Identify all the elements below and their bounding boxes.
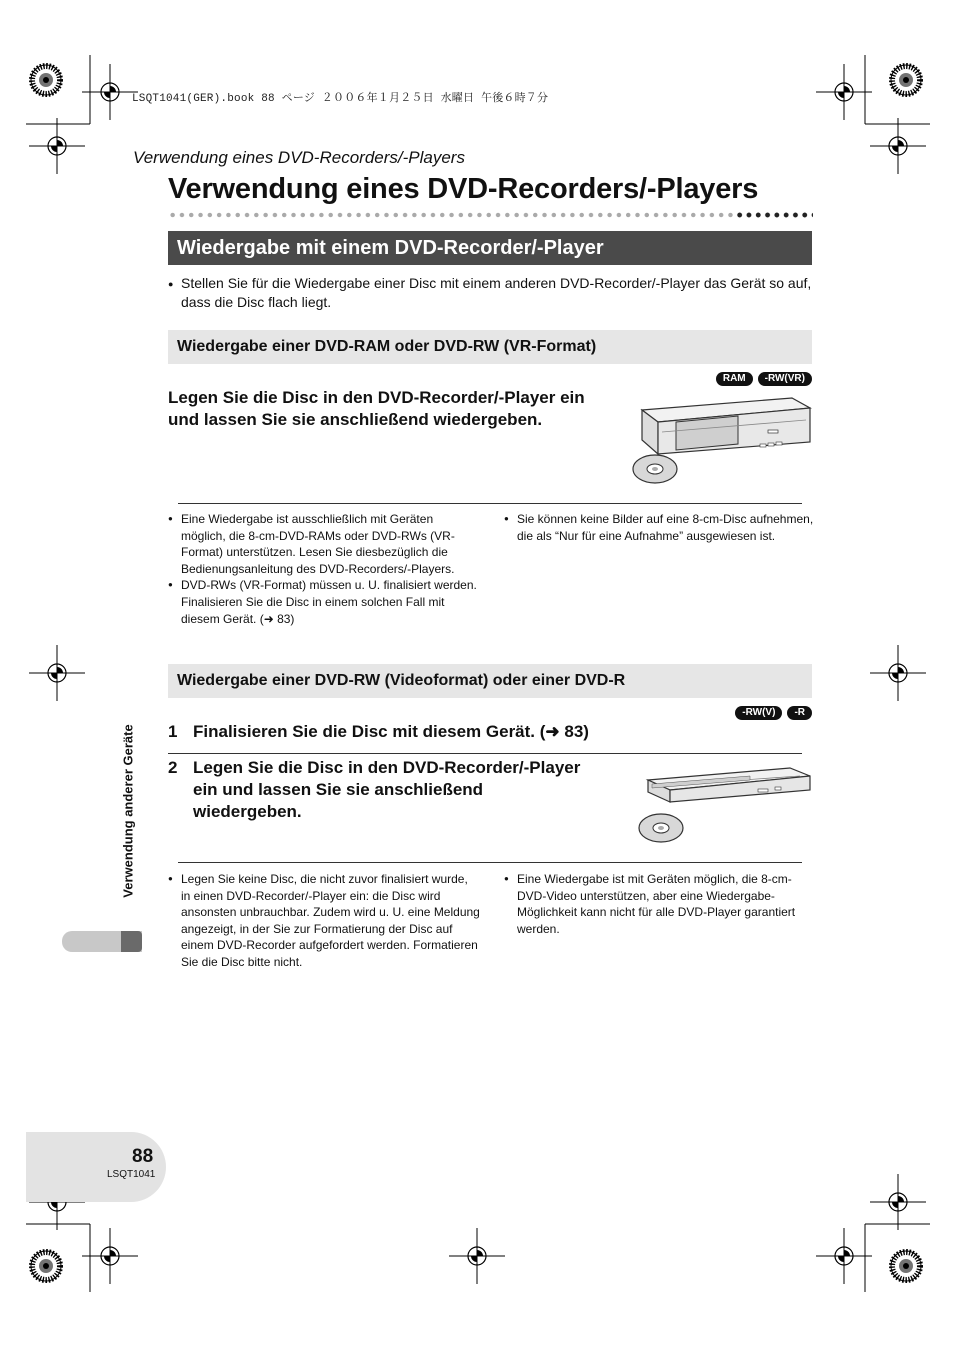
badge-rw-vr: -RW(VR) — [758, 372, 812, 386]
dvd-recorder-illustration — [630, 392, 815, 487]
instruction-line: Legen Sie die Disc in den DVD-Recorder/-Player ein — [168, 388, 585, 407]
notes-left-video — [168, 871, 480, 971]
chapter-tab-marker — [121, 931, 142, 952]
note-item: ● Sie können keine Bilder auf eine 8-cm-Disc aufnehmen, die als “Nur für eine Aufnahme” ausgewiesen ist. — [504, 511, 814, 544]
instruction-vr — [168, 387, 628, 431]
note-item: ● Eine Wiedergabe ist mit Geräten möglich, die 8-cm-DVD-Video unterstützen, aber eine Wiedergabe-Möglichkeit kann nicht für alle DVD-Player garantiert werden. — [504, 871, 814, 937]
dotted-divider-accent — [735, 211, 813, 219]
disc-type-badges-vr — [716, 372, 812, 386]
intro-note — [168, 274, 813, 312]
badge-r: -R — [787, 706, 812, 720]
page-title: Verwendung eines DVD-Recorders/-Players — [168, 173, 759, 205]
page-number: 88 — [132, 1146, 154, 1167]
instruction-line: und lassen Sie sie anschließend wiedergeben. — [168, 410, 543, 429]
page-code: LSQT1041 — [107, 1169, 156, 1180]
step-number: 2 — [168, 758, 178, 777]
print-info: LSQT1041(GER).book 88 ページ ２００６年１月２５日 水曜日 午後６時７分 — [132, 93, 549, 105]
step-text-line: Legen Sie die Disc in den DVD-Recorder/-Player — [193, 758, 581, 777]
dotted-divider — [168, 211, 813, 219]
disc-type-badges-video — [735, 706, 812, 720]
running-header: Verwendung eines DVD-Recorders/-Players — [133, 148, 465, 167]
notes-left-vr — [168, 511, 480, 627]
step-number: 1 — [168, 722, 178, 741]
badge-ram: RAM — [716, 372, 753, 386]
step-text-line: wiedergeben. — [193, 802, 302, 821]
note-item: ● DVD-RWs (VR-Format) müssen u. U. finalisiert werden. Finalisieren Sie die Disc in einem solchen Fall mit diesem Gerät. (➜ 83) — [168, 577, 480, 627]
subsection-title-vr: Wiedergabe einer DVD-RAM oder DVD-RW (VR-Format) — [168, 330, 812, 364]
divider-rule — [178, 862, 802, 863]
step-2 — [168, 757, 638, 823]
note-item: ● Legen Sie keine Disc, die nicht zuvor finalisiert wurde, in einen DVD-Recorder/-Player ein: die Disc wird ansonsten unbrauchbar. Zudem wird u. U. eine Meldung angezeigt, in der Sie zur Formatierung der Disc auf einem DVD-Recorder aufgefordert werden. Formatieren Sie die Disc bitte nicht. — [168, 871, 480, 971]
chapter-side-label — [112, 698, 144, 923]
notes-right-video — [504, 871, 814, 937]
chapter-side-label-text: Verwendung anderer Geräte — [120, 723, 136, 898]
step-text-line: ein und lassen Sie sie anschließend — [193, 780, 484, 799]
note-item: ● Eine Wiedergabe ist ausschließlich mit Geräten möglich, die 8-cm-DVD-RAMs oder DVD-RWs (VR-Format) unterstützen. Lesen Sie diesbezüglich die Bedienungsanleitung des DVD-Recorders/-Players. — [168, 511, 480, 577]
subsection-title-video: Wiedergabe einer DVD-RW (Videoformat) oder einer DVD-R — [168, 664, 812, 698]
step-1 — [168, 721, 788, 743]
divider-rule — [178, 503, 802, 504]
notes-right-vr — [504, 511, 814, 544]
step-text: Finalisieren Sie die Disc mit diesem Gerät. (➜ 83) — [193, 722, 589, 741]
badge-rw-v: -RW(V) — [735, 706, 782, 720]
dvd-player-illustration — [630, 762, 815, 847]
intro-bullet: ● Stellen Sie für die Wiedergabe einer Disc mit einem anderen DVD-Recorder/-Player das Gerät so auf, dass die Disc flach liegt. — [168, 274, 813, 312]
section-title: Wiedergabe mit einem DVD-Recorder/-Player — [168, 231, 812, 265]
step-divider — [168, 753, 802, 754]
